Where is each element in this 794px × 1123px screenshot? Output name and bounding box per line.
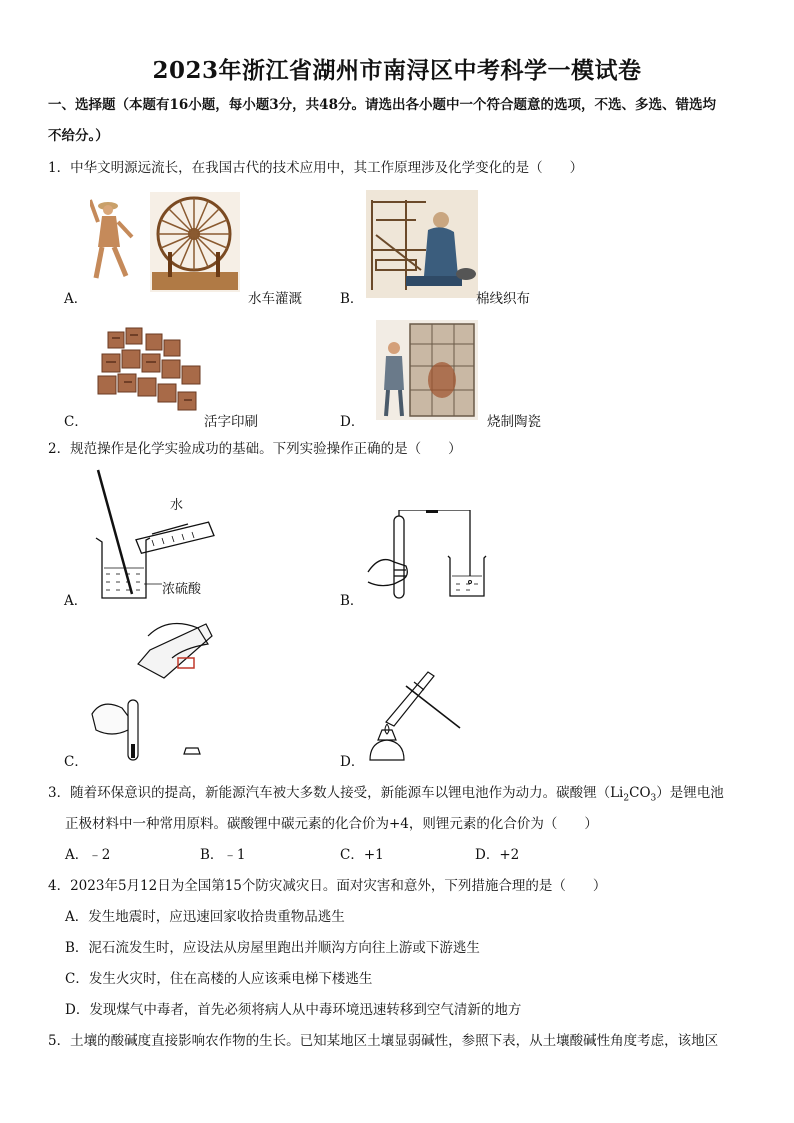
heating-tube-diagram <box>366 664 462 764</box>
sulfuric-acid-label: 浓硫酸 <box>162 582 202 597</box>
q3-text-pre: 3．随着环保意识的提高，新能源汽车被大多数人接受，新能源车以锂电池作为动力。碳酸锂（Li <box>48 785 624 801</box>
q3-option-a: A．﹣2 <box>65 847 111 863</box>
question-2-stem: 2．规范操作是化学实验成功的基础。下列实验操作正确的是（ ） <box>48 441 462 457</box>
q3-option-b: B．﹣1 <box>200 847 246 863</box>
water-label: 水 <box>170 498 184 513</box>
movable-type-image <box>94 326 206 418</box>
q4-option-d: D．发现煤气中毒者，首先必须将病人从中毒环境迅速转移到空气清新的地方 <box>65 1002 522 1018</box>
q1-option-c-caption: 活字印刷 <box>204 414 258 430</box>
porcelain-kiln-image <box>376 320 478 420</box>
q2-option-b-label: B． <box>340 593 364 609</box>
question-5-stem: 5．土壤的酸碱度直接影响农作物的生长。已知某地区土壤显弱碱性，参照下表，从土壤酸碱性角度考虑，该地区 <box>48 1033 719 1049</box>
airtightness-check-diagram <box>366 510 494 604</box>
question-1-stem: 1．中华文明源远流长，在我国古代的技术应用中，其工作原理涉及化学变化的是（ ） <box>48 160 584 176</box>
q1-option-c-label: C． <box>64 414 88 430</box>
q2-option-c-label: C． <box>64 754 88 770</box>
q4-option-c: C．发生火灾时，住在高楼的人应该乘电梯下楼逃生 <box>65 971 373 987</box>
q3-text-post: ）是锂电池 <box>656 785 724 801</box>
q3-option-c: C．+1 <box>340 847 384 863</box>
water-wheel-image <box>90 192 240 292</box>
pouring-liquid-diagram <box>88 614 216 764</box>
q4-option-a: A．发生地震时，应迅速回家收拾贵重物品逃生 <box>65 909 345 925</box>
loom-weaving-image <box>366 190 478 298</box>
q3-subscript-li: 2 <box>623 793 630 804</box>
question-3-line2: 正极材料中一种常用原料。碳酸锂中碳元素的化合价为+4，则锂元素的化合价为（ ） <box>65 816 598 832</box>
q2-option-a-label: A． <box>64 593 88 609</box>
section-instructions-line1: 一、选择题（本题有16小题，每小题3分，共48分。请选出各小题中一个符合题意的选项，不选、多选、错选均 <box>48 97 716 113</box>
question-3-line1 <box>48 784 724 808</box>
q3-subscript-o: 3 <box>650 793 657 804</box>
q1-option-d-label: D． <box>340 414 365 430</box>
dilute-acid-diagram <box>92 468 222 604</box>
page-title: 2023年浙江省湖州市南浔区中考科学一模试卷 <box>152 57 642 84</box>
q4-option-b: B．泥石流发生时，应设法从房屋里跑出并顺沟方向往上游或下游逃生 <box>65 940 480 956</box>
q2-option-d-label: D． <box>340 754 365 770</box>
q3-option-d: D．+2 <box>475 847 520 863</box>
q1-option-a-label: A． <box>64 291 88 307</box>
question-4-stem: 4．2023年5月12日为全国第15个防灾减灾日。面对灾害和意外，下列措施合理的是（ ） <box>48 878 607 894</box>
q1-option-b-label: B． <box>340 291 364 307</box>
section-instructions-line2: 不给分。） <box>48 128 109 144</box>
q3-text-co: CO <box>629 785 651 801</box>
q1-option-b-caption: 棉线织布 <box>476 291 530 307</box>
q1-option-a-caption: 水车灌溉 <box>248 291 302 307</box>
q1-option-d-caption: 烧制陶瓷 <box>487 414 541 430</box>
